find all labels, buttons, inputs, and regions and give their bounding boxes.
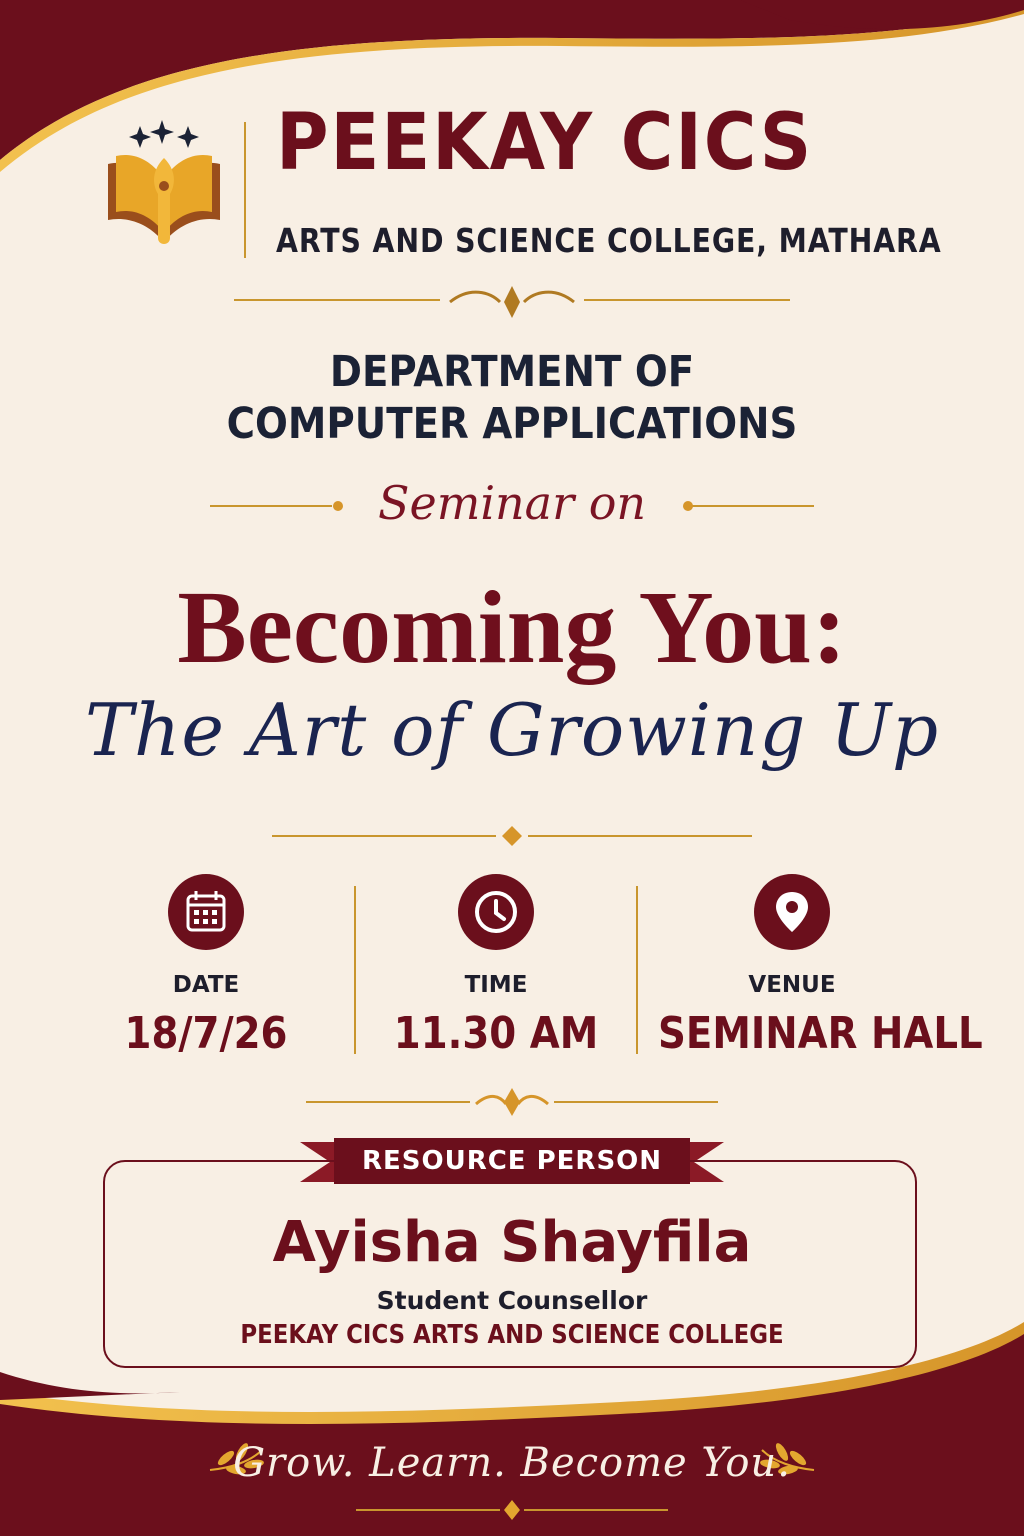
- department-line-1: DEPARTMENT OF: [329, 347, 695, 397]
- event-title: Becoming You:: [177, 570, 847, 685]
- footer-tagline: Grow. Learn. Become You.: [233, 1440, 791, 1486]
- info-separator: [354, 886, 356, 1054]
- venue-label: VENUE: [748, 972, 836, 998]
- college-subtitle: ARTS AND SCIENCE COLLEGE, MATHARA: [276, 221, 942, 260]
- date-icon-badge: [168, 874, 244, 950]
- time-icon-badge: [458, 874, 534, 950]
- venue-value: SEMINAR HALL: [658, 1008, 983, 1059]
- date-value: 18/7/26: [124, 1008, 288, 1059]
- time-value: 11.30 AM: [393, 1008, 599, 1059]
- date-label: DATE: [172, 972, 240, 998]
- resource-person-label: RESOURCE PERSON: [361, 1146, 663, 1176]
- location-pin-icon: [754, 874, 830, 950]
- time-label: TIME: [464, 972, 528, 998]
- department-line-2: COMPUTER APPLICATIONS: [226, 399, 798, 449]
- seminar-intro: Seminar on: [377, 476, 647, 530]
- clock-icon: [458, 874, 534, 950]
- venue-icon-badge: [754, 874, 830, 950]
- info-separator: [636, 886, 638, 1054]
- resource-person-organization: PEEKAY CICS ARTS AND SCIENCE COLLEGE: [240, 1320, 784, 1350]
- resource-person-name: Ayisha Shayfila: [272, 1210, 752, 1275]
- college-logo-icon: [104, 120, 224, 260]
- college-name: PEEKAY CICS: [276, 98, 814, 188]
- resource-person-role: Student Counsellor: [376, 1286, 648, 1315]
- header-divider: [244, 122, 246, 258]
- department-name: [51, 346, 973, 450]
- event-subtitle: The Art of Growing Up: [84, 688, 940, 772]
- calendar-icon: [168, 874, 244, 950]
